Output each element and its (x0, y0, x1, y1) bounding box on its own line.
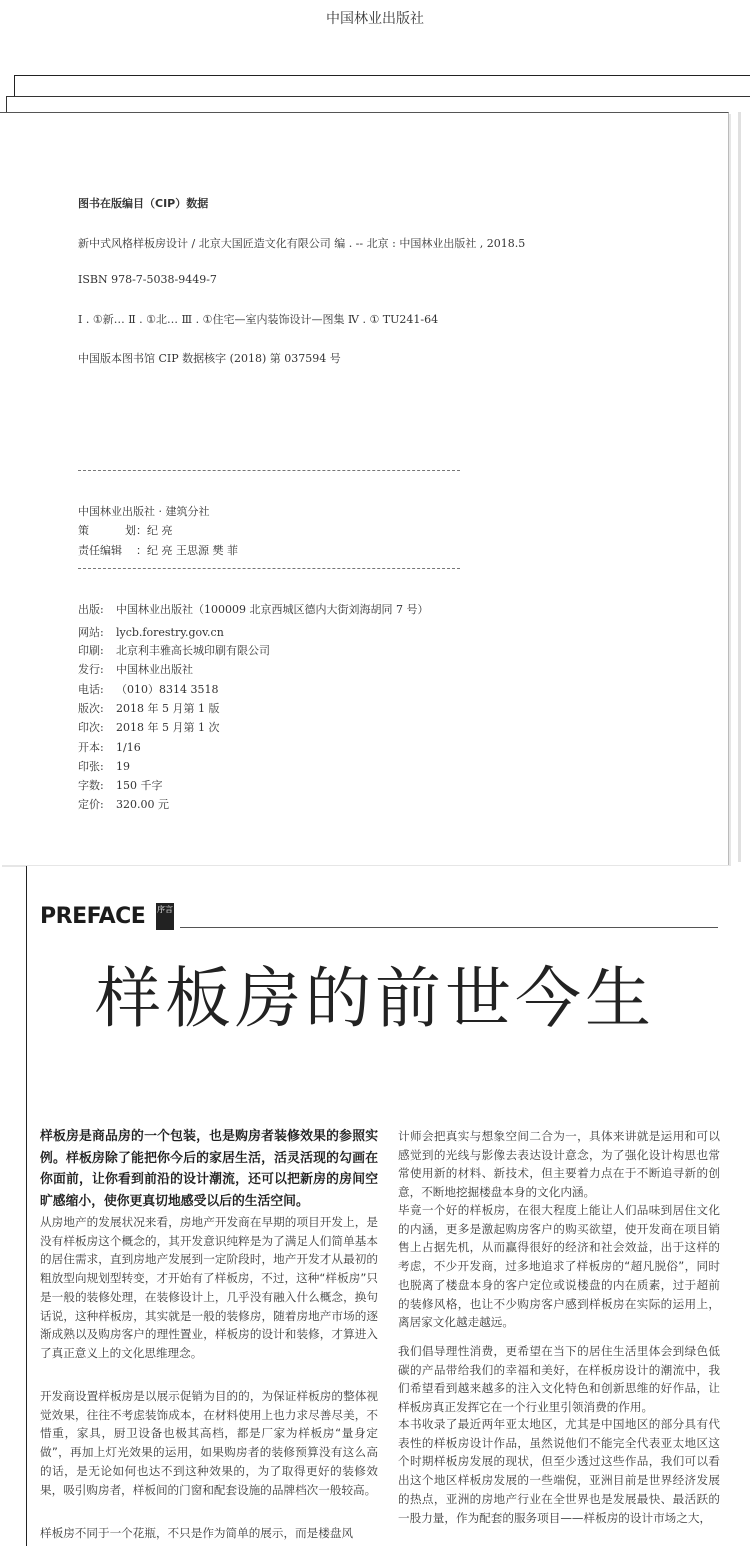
pub-value: 150 千字 (116, 779, 163, 792)
cip-classification: Ⅰ . ①新… Ⅱ . ①北… Ⅲ . ①住宅—室内装饰设计—图集 Ⅳ . ① TU241-64 (78, 313, 439, 326)
pub-row-wordcount (78, 777, 163, 793)
pub-value: 2018 年 5 月第 1 版 (116, 702, 220, 715)
preface-paragraph: 样板房不同于一个花瓶，不只是作为简单的展示，而是楼盘风 (40, 1526, 354, 1540)
cip-isbn: ISBN 978-7-5038-9449-7 (78, 273, 217, 286)
preface-title: 样板房的前世今生 (95, 960, 655, 1037)
credit-planner: 策 划：纪 亮 (78, 524, 173, 537)
pub-value: 2018 年 5 月第 1 次 (116, 721, 220, 734)
pub-label: 印刷: (78, 644, 104, 657)
pub-value: 北京利丰雅高长城印刷有限公司 (116, 644, 270, 657)
pub-row-website (78, 624, 224, 640)
pub-label: 电话: (78, 683, 104, 696)
preface-label: PREFACE (40, 904, 146, 929)
preface-paragraph: 计师会把真实与想象空间二合为一，具体来讲就是运用和可以感觉到的光线与影像去表达设计意念，为了强化设计构思也常常使用新的材料、新技术，但主要着力点在于不断追寻新的创意，不断地挖掘楼盘本身的文化内涵。 (398, 1129, 720, 1200)
pub-value: 中国林业出版社 (116, 663, 193, 676)
pub-label: 出版: (78, 603, 104, 616)
preface-lead: 样板房是商品房的一个包装，也是购房者装修效果的参照实例。样板房除了能把你今后的家居生活，活灵活现的勾画在你面前，让你看到前沿的设计潮流，还可以把新房的房间空旷感缩小，使你更真切地感受以后的生活空间。 (40, 1129, 378, 1209)
credit-planner-label: 策 划 (78, 524, 136, 537)
pub-row-format (78, 739, 141, 755)
pub-label: 发行: (78, 663, 104, 676)
pub-value: （010）8314 3518 (116, 683, 219, 696)
paper-edge-shadow (738, 112, 741, 862)
pub-value: 19 (116, 760, 130, 773)
pub-label: 印次: (78, 721, 104, 734)
preface-paragraph: 本书收录了最近两年亚太地区，尤其是中国地区的部分具有代表性的样板房设计作品，虽然说他们不能完全代表亚太地区这个时期样板房发展的现状，但至少透过这些作品，我们可以看出这个地区样板房发展的一些端倪，亚洲目前是世界经济发展的热点，亚洲的房地产行业在全世界也是发展最快、最活跃的一股力量，作为配套的服务项目——样板房的设计市场之大， (398, 1417, 720, 1525)
pub-row-publisher (78, 601, 428, 617)
preface-paragraph: 毕竟一个好的样板房，在很大程度上能让人们品味到居住文化的内涵，更多是激起购房客户的购买欲望，使开发商在项目销售上占据先机，从而赢得很好的经济和社会效益，出于这样的考虑，不少开发商，过多地追求了样板房的“超凡脱俗”，同时也脱离了楼盘本身的客户定位或说楼盘的内在质素，过于超前的装修风格，也让不少购房客户感到样板房在实际的运用上，离居家文化越走越远。 (398, 1203, 720, 1330)
pub-label: 定价: (78, 798, 104, 811)
pub-row-distributor (78, 661, 193, 677)
pub-row-printer (78, 642, 270, 658)
credit-editors-label: 责任编辑 (78, 544, 122, 557)
pub-value: 中国林业出版社（100009 北京西城区德内大街刘海胡同 7 号） (116, 603, 429, 616)
preface-paragraph: 从房地产的发展状况来看，房地产开发商在早期的项目开发上，是没有样板房这个概念的，其开发意识纯粹是为了满足人们简单基本的居住需求，直到房地产发展到一定阶段时，地产开发才从最初的粗放型向规划型转变，才开始有了样板房，不过，这种“样板房”只是一般的装修处理，在装修设计上，几乎没有融入什么概念，换句话说，这种样板房，其实就是一般的装修房，随着房地产市场的逐渐成熟以及购房客户的理性置业，样板房的设计和装修，才算进入了真正意义上的文化思维理念。 (40, 1215, 378, 1360)
credit-planner-value: 纪 亮 (147, 524, 173, 537)
dashed-divider-bottom (78, 568, 460, 569)
pub-row-edition (78, 700, 219, 716)
pub-label: 版次: (78, 702, 104, 715)
preface-paragraph: 开发商设置样板房是以展示促销为目的的，为保证样板房的整体视觉效果，往往不考虑装饰成本，在材料使用上也力求尽善尽美，不惜重，家具，厨卫设备也极其高档，都是厂家为样板房“量身定做”，再加上灯光效果的运用，如果购房者的装修预算没有这么高的话，是无论如何也达不到这种效果的，为了取得更好的装修效果，吸引购房者，样板间的门窗和配套设施的品牌档次一般较高。 (40, 1389, 378, 1497)
cip-number: 中国版本图书馆 CIP 数据核字 (2018) 第 037594 号 (78, 352, 341, 365)
cip-record: 新中式风格样板房设计 / 北京大国匠造文化有限公司 编 . -- 北京 : 中国林业出版社 , 2018.5 (78, 237, 526, 250)
publisher-header: 中国林业出版社 (326, 11, 424, 27)
credit-department: 中国林业出版社 · 建筑分社 (78, 505, 210, 518)
preface-badge: 序言 (156, 903, 174, 930)
dashed-divider-top (78, 470, 460, 471)
pub-row-sheets (78, 758, 130, 774)
pub-label: 印张: (78, 760, 104, 773)
pub-value: 320.00 元 (116, 798, 169, 811)
preface-paragraph: 我们倡导理性消费，更希望在当下的居住生活里体会到绿色低碳的产品带给我们的幸福和美好，在样板房设计的潮流中，我们希望看到越来越多的注入文化特色和创新思维的好作品，让样板房真正发挥它在一个行业里引领消费的作用。 (398, 1344, 720, 1415)
pub-label: 字数: (78, 779, 104, 792)
cip-heading: 图书在版编目（CIP）数据 (78, 197, 209, 210)
pub-label: 网站: (78, 626, 104, 639)
pub-row-price (78, 796, 169, 812)
pub-row-printing (78, 719, 219, 735)
pub-label: 开本: (78, 741, 104, 754)
credit-editors: 责任编辑 ：纪 亮 王思源 樊 菲 (78, 544, 238, 557)
pub-row-phone (78, 681, 218, 697)
credit-editors-value: 纪 亮 王思源 樊 菲 (147, 544, 238, 557)
pub-value: lycb.forestry.gov.cn (116, 626, 224, 639)
pub-value: 1/16 (116, 741, 141, 754)
preface-rule (180, 927, 718, 928)
